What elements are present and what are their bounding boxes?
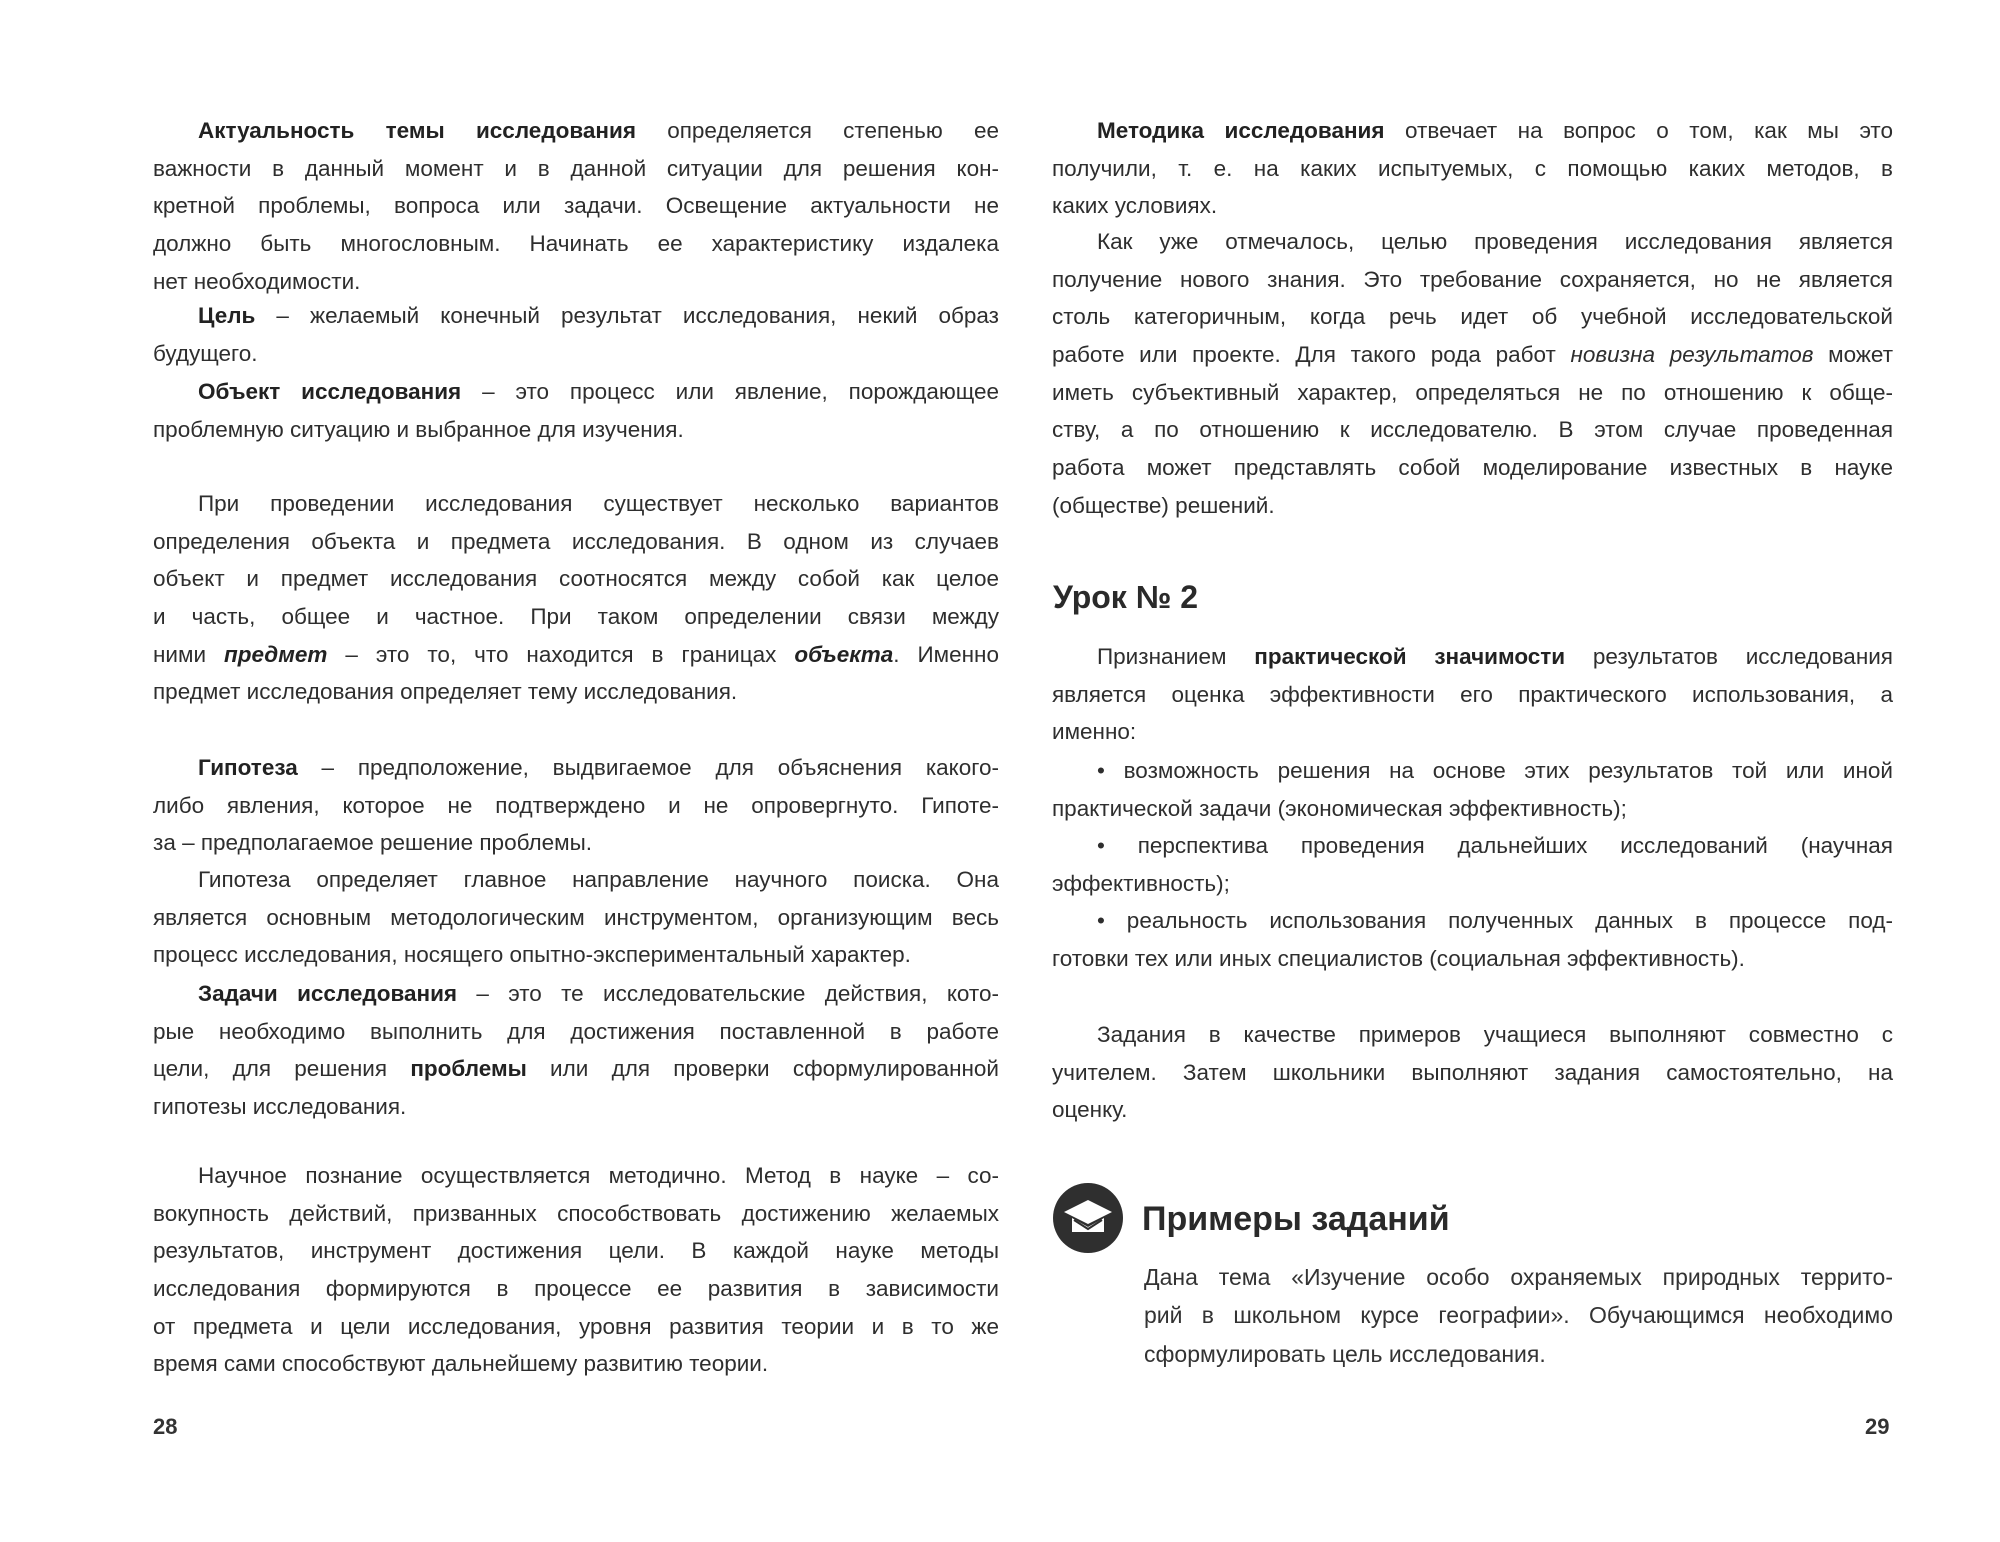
text-segment: эффективность); [1052,870,1230,896]
text-line [153,749,999,787]
bold-term: Методика исследования [1097,118,1385,143]
text-line [153,297,999,335]
text-segment: Как уже отмечалось, целью проведения исследования является [1097,229,1893,254]
text-line [1052,150,1893,188]
task-text [1144,1258,1893,1373]
text-segment: и часть, общее и частное. При таком определении связи между [153,604,999,630]
text-segment: или для проверки сформулированной [526,1056,1000,1082]
text-segment: сформулировать цель исследования. [1144,1340,1546,1367]
text-segment: учителем. Затем школьники выполняют задания самостоятельно, на [1052,1059,1893,1085]
text-line [1052,676,1893,714]
text-segment: При проведении исследования существует несколько вариантов [198,491,999,516]
text-line [153,861,999,899]
paragraph [153,112,999,300]
text-segment: результатов исследования [1565,644,1893,669]
text-segment: либо явления, которое не подтверждено и не опровергнуто. Гипоте- [153,792,999,818]
text-segment: практической задачи (экономическая эффективность); [1052,795,1627,821]
text-line [1052,1091,1893,1129]
text-line [1052,298,1893,336]
text-segment: – это процесс или явление, порождающее [461,379,1000,404]
bullet-item [1052,902,1893,977]
text-segment: • перспектива проведения дальнейших исследований (научная [1097,833,1893,858]
text-line [1144,1296,1893,1334]
page-number-right: 29 [1865,1414,1890,1439]
text-line [153,1308,999,1346]
text-segment: Научное познание осуществляется методично. Метод в науке – со- [198,1163,999,1188]
text-segment: получили, т. е. на каких испытуемых, с помощью каких методов, в [1052,155,1893,181]
text-segment: каких условиях. [1052,193,1218,219]
paragraph [153,297,999,372]
text-segment: кретной проблемы, вопроса или задачи. Освещение актуальности не [153,193,999,219]
bold-term: Цель [198,303,256,328]
text-line [1052,713,1893,751]
text-line [1052,752,1893,790]
text-line [153,1345,999,1383]
text-segment: процесс исследования, носящего опытно-экспериментальный характер. [153,942,911,968]
italic-term: новизна результатов [1570,342,1814,368]
paragraph [153,373,999,448]
bold-term: проблемы [410,1056,527,1082]
text-line [1144,1258,1893,1296]
text-line [1052,411,1893,449]
text-line [153,373,999,411]
text-line [153,673,999,711]
text-segment: ству, а по отношению к исследователю. В этом случае проведенная [1052,417,1893,443]
text-segment: является основным методологическим инструментом, организующим весь [153,904,999,930]
text-segment: • реальность использования полученных данных в процессе под- [1097,908,1893,933]
text-segment: проблемную ситуацию и выбранное для изучения. [153,416,684,442]
text-segment: нет необходимости. [153,268,361,294]
text-segment: ними [153,641,225,667]
text-line [153,936,999,974]
text-segment: – предположение, выдвигаемое для объяснения какого- [297,755,999,780]
text-segment: оценку. [1052,1097,1128,1123]
paragraph [153,485,999,711]
text-segment: получение нового знания. Это требование сохраняется, но не является [1052,266,1893,292]
text-segment: Задания в качестве примеров учащиеся выполняют совместно с [1097,1022,1893,1047]
text-segment: • возможность решения на основе этих результатов той или иной [1097,758,1893,783]
text-segment: иметь субъективный характер, определяться не по отношению к обще- [1052,379,1893,405]
text-line [153,975,999,1013]
text-segment: Гипотеза определяет главное направление научного поиска. Она [198,867,999,892]
bold-term: Гипотеза [198,755,298,780]
text-line [153,1088,999,1126]
text-line [153,187,999,225]
text-line [153,150,999,188]
paragraph [1052,1016,1893,1129]
text-line [153,899,999,937]
text-line [1052,374,1893,412]
text-segment: – желаемый конечный результат исследования, некий образ [255,303,999,328]
text-line [1052,449,1893,487]
text-segment: определяется степенью ее [635,118,999,143]
text-line [1052,638,1893,676]
text-line [153,1050,999,1088]
text-line [1052,827,1893,865]
text-segment: вокупность действий, призванных способствовать достижению желаемых [153,1200,999,1226]
text-segment: именно: [1052,719,1137,745]
text-line [153,1232,999,1270]
bold-term: практической значимости [1254,644,1566,669]
text-segment: от предмета и цели исследования, уровня развития теории и в то же [153,1313,999,1339]
paragraph [153,749,999,862]
text-segment: рий в школьном курсе географии». Обучающимся необходимо [1144,1302,1893,1329]
text-line [153,787,999,825]
bold-term: объекта [794,641,894,667]
text-line [1052,187,1893,225]
text-line [1052,112,1893,150]
paragraph [153,975,999,1126]
text-segment: рые необходимо выполнить для достижения поставленной в работе [153,1018,999,1044]
bold-term: Актуальность темы исследования [198,118,636,143]
text-segment: должно быть многословным. Начинать ее характеристику издалека [153,231,999,257]
text-segment: работе или проекте. Для такого рода работ [1052,342,1571,368]
text-segment: работа может представлять собой моделирование известных в науке [1052,455,1893,481]
paragraph [1052,223,1893,525]
page-number-left: 28 [153,1414,178,1439]
text-line [1144,1335,1893,1373]
text-line [1052,1016,1893,1054]
text-segment: за – предполагаемое решение проблемы. [153,830,592,856]
paragraph [1052,638,1893,751]
paragraph [1052,112,1893,225]
text-segment: – это то, что находится в границах [327,641,795,667]
graduation-cap-icon [1052,1182,1124,1254]
text-segment: исследования формируются в процессе ее развития в зависимости [153,1276,999,1302]
text-segment: – это те исследовательские действия, кото- [457,981,999,1006]
text-line [153,411,999,449]
text-line [153,1157,999,1195]
text-line [1052,940,1893,978]
text-segment: время сами способствуют дальнейшему развитию теории. [153,1351,769,1377]
bold-term: Задачи исследования [198,981,458,1006]
text-line [1052,1054,1893,1092]
text-segment: гипотезы исследования. [153,1094,407,1120]
text-line [153,560,999,598]
text-line [153,1270,999,1308]
text-segment: Признанием [1097,644,1255,669]
text-segment: предмет исследования определяет тему исследования. [153,679,738,705]
text-segment: . Именно [893,641,999,667]
text-line [1052,261,1893,299]
text-line [153,1195,999,1233]
paragraph [153,861,999,974]
text-segment: отвечает на вопрос о том, как мы это [1384,118,1893,143]
text-line [153,523,999,561]
text-line [153,112,999,150]
text-line [1052,487,1893,525]
text-line [153,824,999,862]
text-line [153,1013,999,1051]
examples-heading: Примеры заданий [1142,1200,1450,1238]
text-segment: готовки тех или иных специалистов (социальная эффективность). [1052,945,1745,971]
bold-term: предмет [224,641,328,667]
text-segment: объект и предмет исследования соотносятся между собой как целое [153,566,999,592]
paragraph [153,1157,999,1383]
bullet-item [1052,827,1893,902]
text-segment: цели, для решения [153,1056,411,1082]
text-line [1052,790,1893,828]
text-line [1052,902,1893,940]
text-segment: Дана тема «Изучение особо охраняемых природных террито- [1144,1264,1893,1290]
text-line [153,263,999,301]
text-line [153,598,999,636]
text-line [153,225,999,263]
bold-term: Объект исследования [198,379,462,404]
text-segment: будущего. [153,340,258,366]
text-line [153,636,999,674]
text-line [1052,223,1893,261]
right-page [1000,0,2000,1542]
lesson-heading: Урок № 2 [1053,579,1199,615]
text-segment: результатов, инструмент достижения цели. В каждой науке методы [153,1238,999,1264]
text-line [153,485,999,523]
bullet-item [1052,752,1893,827]
text-segment: (обществе) решений. [1052,492,1275,518]
text-line [1052,865,1893,903]
text-line [1052,336,1893,374]
text-segment: может [1813,342,1893,368]
text-segment: столь категоричным, когда речь идет об учебной исследовательской [1052,304,1893,330]
text-segment: является оценка эффективности его практического использования, а [1052,681,1893,707]
text-segment: важности в данный момент и в данной ситуации для решения кон- [153,155,999,181]
text-line [153,335,999,373]
text-segment: определения объекта и предмета исследования. В одном из случаев [153,528,999,554]
